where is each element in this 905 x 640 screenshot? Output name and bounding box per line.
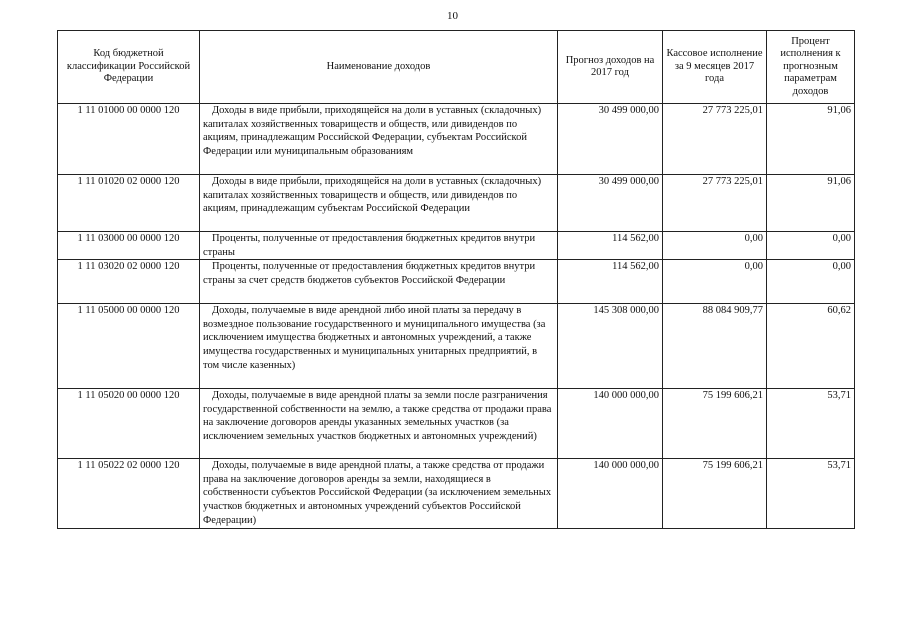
row-percent: 53,71 [767,459,855,529]
row-name: Доходы в виде прибыли, приходящейся на доли в уставных (складочных) капиталах хозяйственных товариществ и обществ, или дивидендов по акциям, принадлежащим Российской Федерации, субъектам Российской Федерации или муниципальным образованиям [200,104,558,175]
row-forecast: 140 000 000,00 [558,459,663,529]
row-name: Доходы, получаемые в виде арендной платы, а также средства от продажи права на заключение договоров аренды за земли, находящиеся в собственности субъектов Российской Федерации (за исключением земельных участков бюджетных и автономных учреждений субъектов Российской Федерации) [200,459,558,529]
row-actual: 0,00 [663,260,767,304]
header-percent: Процент исполнения к прогнозным параметрам доходов [767,31,855,104]
table-row [58,389,855,459]
page-number: 10 [447,10,458,22]
row-name: Доходы, получаемые в виде арендной либо иной платы за передачу в возмездное пользование государственного и муниципального имущества (за исключением имущества бюджетных и автономных учреждений, а также имущества государственных и муниципальных унитарных предприятий, в том числе казенных) [200,304,558,389]
row-code: 1 11 01000 00 0000 120 [58,104,200,175]
row-actual: 75 199 606,21 [663,459,767,529]
row-forecast: 145 308 000,00 [558,304,663,389]
row-percent: 0,00 [767,260,855,304]
row-forecast: 114 562,00 [558,232,663,260]
row-code: 1 11 05020 00 0000 120 [58,389,200,459]
table-row [58,304,855,389]
revenue-table [57,30,855,529]
row-name: Проценты, полученные от предоставления бюджетных кредитов внутри страны за счет средств бюджетов субъектов Российской Федерации [200,260,558,304]
table-row [58,260,855,304]
row-name: Доходы в виде прибыли, приходящейся на доли в уставных (складочных) капиталах хозяйственных товариществ и обществ, или дивидендов по акциям, принадлежащим субъектам Российской Федерации [200,175,558,232]
row-code: 1 11 01020 02 0000 120 [58,175,200,232]
row-name: Доходы, получаемые в виде арендной платы за земли после разграничения государственной собственности на землю, а также средства от продажи права на заключение договоров аренды указанных земельных участков (за исключением земельных участков бюджетных и автономных учреждений) [200,389,558,459]
row-code: 1 11 03000 00 0000 120 [58,232,200,260]
row-percent: 91,06 [767,104,855,175]
row-forecast: 140 000 000,00 [558,389,663,459]
header-actual: Кассовое исполнение за 9 месяцев 2017 года [663,31,767,104]
table-header-row [58,31,855,104]
row-actual: 27 773 225,01 [663,175,767,232]
row-actual: 0,00 [663,232,767,260]
row-code: 1 11 05022 02 0000 120 [58,459,200,529]
header-forecast: Прогноз доходов на 2017 год [558,31,663,104]
table-row [58,459,855,529]
row-percent: 0,00 [767,232,855,260]
row-actual: 27 773 225,01 [663,104,767,175]
row-forecast: 30 499 000,00 [558,104,663,175]
header-code: Код бюджетной классификации Российской Федерации [58,31,200,104]
table-row [58,104,855,175]
table-row [58,175,855,232]
row-actual: 75 199 606,21 [663,389,767,459]
row-percent: 91,06 [767,175,855,232]
row-percent: 53,71 [767,389,855,459]
table-row [58,232,855,260]
row-code: 1 11 05000 00 0000 120 [58,304,200,389]
row-forecast: 114 562,00 [558,260,663,304]
row-name: Проценты, полученные от предоставления бюджетных кредитов внутри страны [200,232,558,260]
row-forecast: 30 499 000,00 [558,175,663,232]
row-code: 1 11 03020 02 0000 120 [58,260,200,304]
header-name: Наименование доходов [200,31,558,104]
row-percent: 60,62 [767,304,855,389]
row-actual: 88 084 909,77 [663,304,767,389]
